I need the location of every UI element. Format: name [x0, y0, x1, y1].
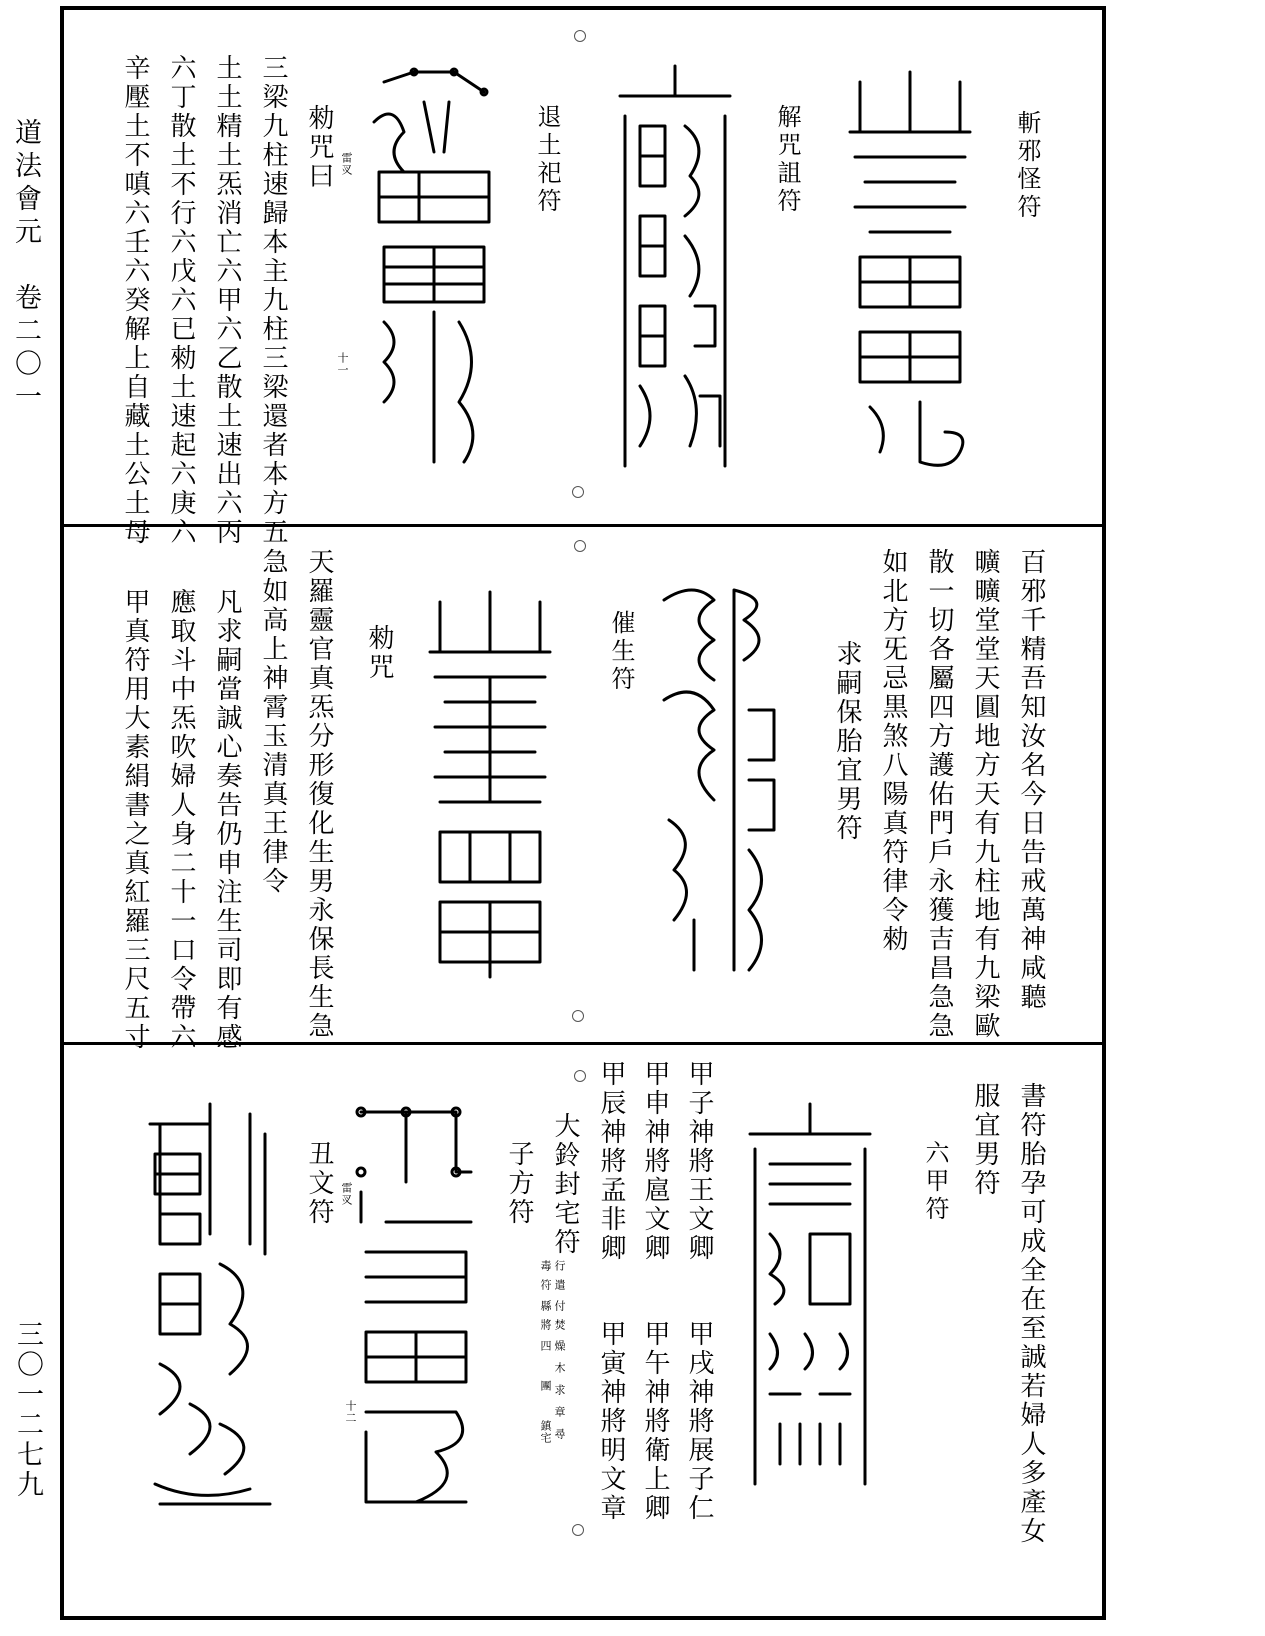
talisman-qiusi — [654, 580, 784, 980]
text-line: 書符胎孕可成全在至誠若婦人多產女 — [1016, 1082, 1046, 1546]
god-name: 甲子神將王文卿 — [684, 1060, 714, 1263]
chi-label-middle: 勑咒 — [364, 624, 394, 682]
talisman-title-dalingfengzhai: 大鈴封宅符 — [550, 1112, 580, 1257]
chi-label-top: 勑咒曰 — [304, 104, 334, 191]
binding-dot — [574, 30, 586, 42]
small-note: 四 — [539, 1340, 552, 1352]
small-note: 縣將 — [539, 1300, 552, 1338]
text-line: 甲真符用大素絹書之真紅羅三尺五寸 — [120, 588, 150, 1052]
small-note: 求 — [553, 1384, 566, 1396]
binding-dot — [572, 1010, 584, 1022]
binding-dot — [572, 486, 584, 498]
talisman-tuitusi — [364, 62, 504, 472]
talisman-title-zifang: 子方符 — [504, 1140, 534, 1227]
small-note: 尋 — [553, 1428, 566, 1440]
text-line: 曠曠堂堂天圓地方天有九柱地有九梁歐 — [970, 548, 1000, 1041]
small-note: 燥 — [553, 1340, 566, 1352]
talisman-jiezhouzu — [610, 66, 740, 476]
small-note: 雷㕚 — [340, 152, 353, 176]
talisman-title-qiusi: 求嗣保胎宜男符 — [832, 640, 862, 843]
small-note: 行遣 — [553, 1260, 566, 1298]
binding-dot — [574, 540, 586, 552]
god-name: 甲寅神將明文章 — [596, 1320, 626, 1523]
talisman-title-tuitusi: 退土祀符 — [533, 104, 561, 216]
talisman-large-bottom — [140, 1104, 280, 1524]
small-note: 團 — [539, 1380, 552, 1392]
talisman-liujia — [740, 1104, 880, 1504]
binding-dot — [574, 1070, 586, 1082]
god-name: 甲午神將衛上卿 — [640, 1320, 670, 1523]
text-line: 散一切各屬四方護佑門戶永獲吉昌急急 — [924, 548, 954, 1041]
text-line: 急如高上神霄玉清真王律令 — [258, 548, 288, 896]
incantation-line: 辛壓土不嗔六壬六癸解上自藏土公土母 — [120, 54, 150, 547]
talisman-title-cuisheng: 催生符 — [607, 610, 635, 694]
small-note: 鎮宅 — [539, 1420, 552, 1444]
talisman-choufu — [346, 1102, 486, 1522]
small-note: 木 — [553, 1362, 566, 1374]
page-number: 三〇一二七九 — [12, 1320, 43, 1500]
small-note: 毒符 — [539, 1260, 552, 1298]
talisman-title-choufu: 丑文符 — [304, 1140, 334, 1227]
text-line: 如北方旡忌黒煞八陽真符律令勑 — [878, 548, 908, 954]
talisman-title-jiezhouzu: 解咒詛符 — [773, 104, 801, 216]
incantation-line: 土土精土炁消亡六甲六乙散土速出六丙 — [212, 54, 242, 547]
binding-dot — [572, 1524, 584, 1536]
text-line: 天羅靈官真炁分形復化生男永保長生急 — [304, 548, 334, 1041]
small-note: 雷㕚 — [340, 1182, 353, 1206]
text-line: 百邪千精吾知汝名今日告戒萬神咸聽 — [1016, 548, 1046, 1012]
talisman-cuisheng — [420, 582, 560, 982]
small-note: 十一 — [336, 352, 349, 376]
talisman-zhanxieguai — [840, 62, 980, 482]
text-line: 服宜男符 — [970, 1082, 1000, 1198]
god-name: 甲辰神將孟非卿 — [596, 1060, 626, 1263]
text-line: 應取斗中炁吹婦人身二十一口令帶六 — [166, 588, 196, 1052]
book-title: 道法會元 卷二〇一 — [10, 118, 41, 415]
small-note: 付焚 — [553, 1300, 566, 1338]
god-name: 甲申神將扈文卿 — [640, 1060, 670, 1263]
god-name: 甲戌神將展子仁 — [684, 1320, 714, 1523]
small-note: 十二 — [344, 1400, 357, 1424]
talisman-title-liujia: 六甲符 — [921, 1140, 949, 1224]
small-note: 章 — [553, 1406, 566, 1418]
incantation-line: 六丁散土不行六戊六已勑土速起六庚六 — [166, 54, 196, 547]
talisman-title-zhanxieguai: 斬邪怪符 — [1013, 110, 1041, 222]
text-line: 凡求嗣當誠心奏告仍申注生司即有感 — [212, 588, 242, 1052]
incantation-line: 三梁九柱速歸本主九柱三梁還者本方五 — [258, 54, 288, 547]
